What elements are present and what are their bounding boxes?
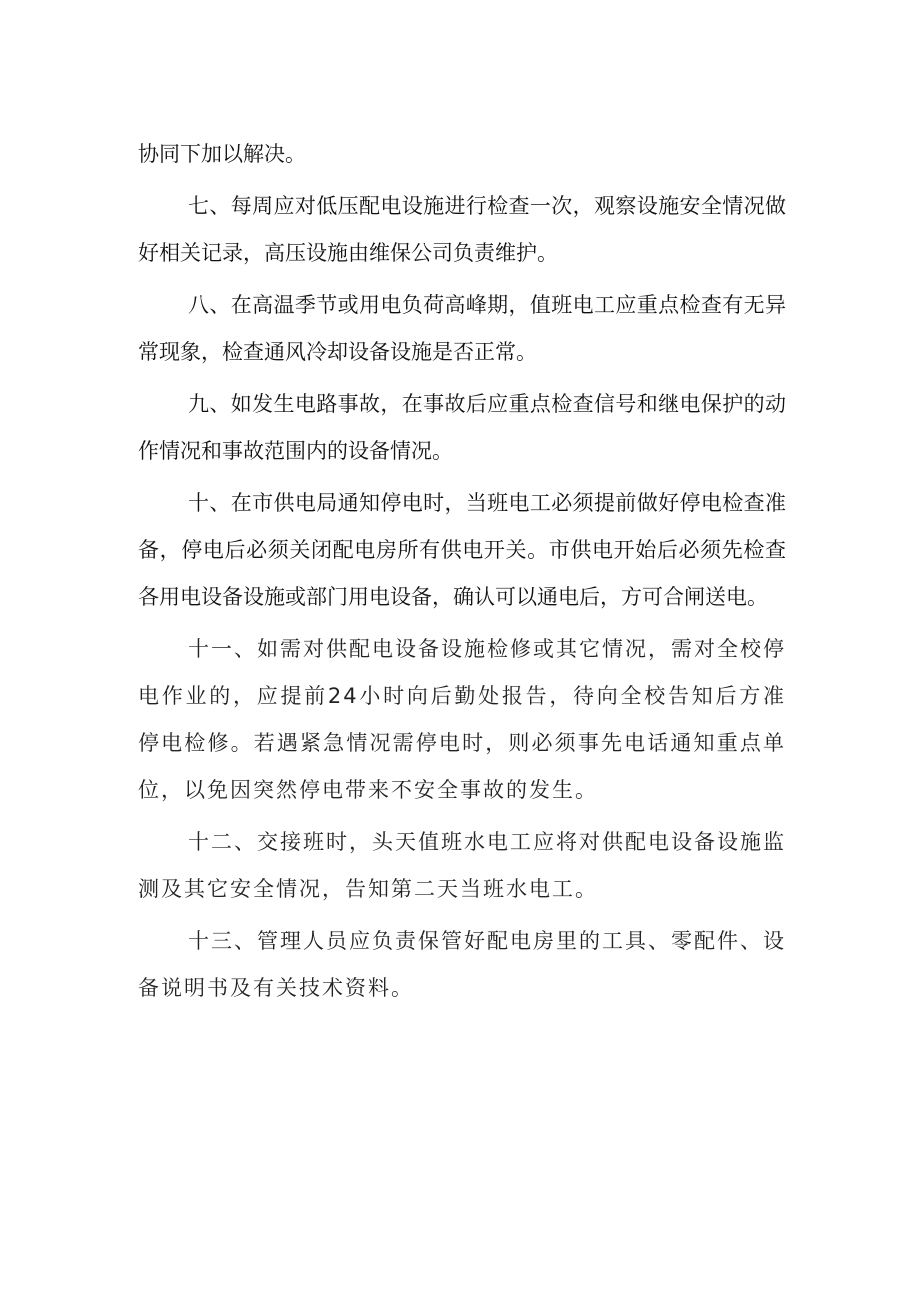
paragraph-continuation: 协同下加以解决。 [138, 142, 306, 166]
paragraph-item-10: 十、在市供电局通知停电时，当班电工必须提前做好停电检查准备，停电后必须关闭配电房所有供电开关。市供电开始后必须先检查各用电设备设施或部门用电设备，确认可以通电后，方可合闸送电。 [138, 491, 786, 609]
paragraph-item-11: 十一、如需对供配电设备设施检修或其它情况，需对全校停电作业的，应提前24小时向后勤处报告，待向全校告知后方准停电检修。若遇紧急情况需停电时，则必须事先电话通知重点单位，以免因突然停电带来不安全事故的发生。 [138, 637, 786, 802]
paragraph-item-12: 十二、交接班时，头天值班水电工应将对供配电设备设施监测及其它安全情况，告知第二天当班水电工。 [138, 830, 786, 901]
paragraph-item-8: 八、在高温季节或用电负荷高峰期，值班电工应重点检查有无异常现象，检查通风冷却设备设施是否正常。 [138, 293, 786, 364]
paragraph-item-9: 九、如发生电路事故，在事故后应重点检查信号和继电保护的动作情况和事故范围内的设备情况。 [138, 392, 786, 463]
paragraph-item-13: 十三、管理人员应负责保管好配电房里的工具、零配件、设备说明书及有关技术资料。 [138, 929, 786, 1000]
document-body [138, 131, 786, 1017]
paragraph-item-7: 七、每周应对低压配电设施进行检查一次，观察设施安全情况做好相关记录，高压设施由维保公司负责维护。 [138, 194, 786, 265]
